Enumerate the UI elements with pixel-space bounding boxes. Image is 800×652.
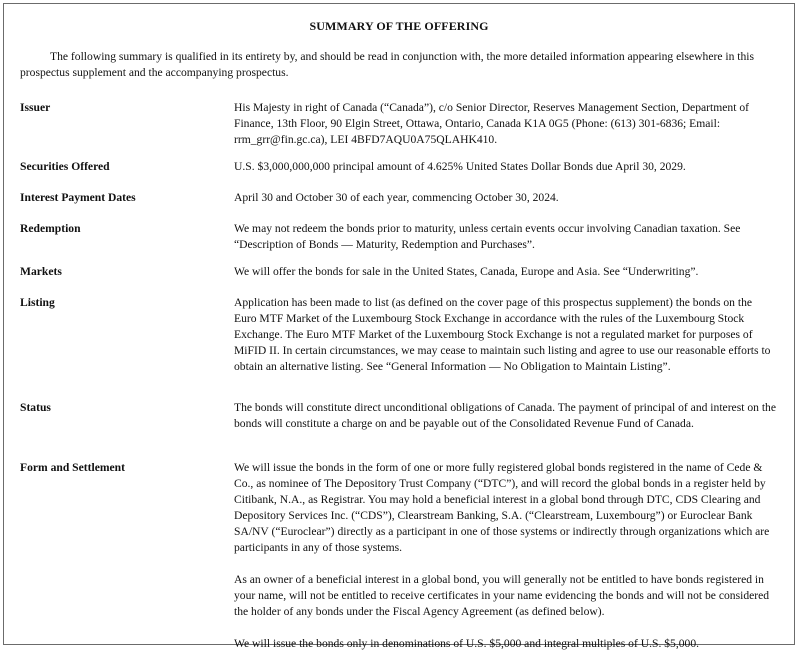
description-paragraph: We will issue the bonds only in denominations of U.S. $5,000 and integral multiples of U.S. $5,000. bbox=[234, 637, 700, 650]
row-description bbox=[234, 100, 776, 148]
row-description bbox=[234, 264, 776, 280]
row-label: Securities Offered bbox=[20, 160, 110, 173]
row-description bbox=[234, 460, 776, 652]
description-paragraph: U.S. $3,000,000,000 principal amount of 4.625% United States Dollar Bonds due April 30, 2029. bbox=[234, 160, 686, 173]
row-label: Issuer bbox=[20, 101, 51, 114]
description-paragraph: Application has been made to list (as defined on the cover page of this prospectus supplement) the bonds on the Euro MTF Market of the Luxembourg Stock Exchange in accordance with the rules of the Luxembourg Stock Exchange. The Euro MTF Market of the Luxembourg Stock Exchange is not a regulated market for purposes of MiFID II. In certain circumstances, we may cease to maintain such listing and agree to use our reasonable efforts to obtain an alternative listing. See “General Information — No Obligation to Maintain Listing”. bbox=[234, 296, 771, 373]
row-label: Listing bbox=[20, 296, 55, 309]
description-paragraph: April 30 and October 30 of each year, commencing October 30, 2024. bbox=[234, 191, 559, 204]
intro-paragraph: The following summary is qualified in its entirety by, and should be read in conjunction with, the more detailed information appearing elsewhere in this prospectus supplement and the accompanying prospectus. bbox=[20, 50, 755, 79]
row-label: Status bbox=[20, 401, 51, 414]
document-page bbox=[3, 3, 795, 650]
description-paragraph: We will offer the bonds for sale in the United States, Canada, Europe and Asia. See “Underwriting”. bbox=[234, 265, 699, 278]
row-label: Markets bbox=[20, 265, 62, 278]
row-description bbox=[234, 159, 776, 175]
description-paragraph: We will issue the bonds in the form of one or more fully registered global bonds registered in the name of Cede & Co., as nominee of The Depository Trust Company (“DTC”), and will record the global bonds in a register held by Citibank, N.A., as Registrar. You may hold a beneficial interest in a global bond through DTC, CDS Clearing and Depository Services Inc. (“CDS”), Clearstream Banking, S.A. (“Clearstream, Luxembourg”) or Euroclear Bank SA/NV (“Euroclear”) directly as a participant in one of those systems or indirectly through organizations which are participants in any of those systems. bbox=[234, 461, 770, 554]
row-label: Interest Payment Dates bbox=[20, 191, 136, 204]
description-paragraph: As an owner of a beneficial interest in a global bond, you will generally not be entitled to have bonds registered in your name, will not be entitled to receive certificates in your name evidencing the bonds and will not be considered the holder of any bonds under the Fiscal Agency Agreement (as defined below). bbox=[234, 573, 770, 618]
row-description bbox=[234, 221, 776, 253]
row-description bbox=[234, 400, 776, 432]
row-description bbox=[234, 295, 776, 375]
row-description bbox=[234, 190, 776, 206]
row-label: Redemption bbox=[20, 222, 81, 235]
description-paragraph: We may not redeem the bonds prior to maturity, unless certain events occur involving Canadian taxation. See “Description of Bonds — Maturity, Redemption and Purchases”. bbox=[234, 222, 741, 251]
description-paragraph: His Majesty in right of Canada (“Canada”), c/o Senior Director, Reserves Management Section, Department of Finance, 13th Floor, 90 Elgin Street, Ottawa, Ontario, Canada K1A 0G5 (Phone: (613) 301-6836; Email: rrm_grr@fin.gc.ca), LEI 4BFD7AQU0A75QLAHK410. bbox=[234, 101, 749, 146]
description-paragraph: The bonds will constitute direct unconditional obligations of Canada. The payment of principal of and interest on the bonds will constitute a charge on and be payable out of the Consolidated Revenue Fund of Canada. bbox=[234, 401, 776, 430]
row-label: Form and Settlement bbox=[20, 461, 125, 474]
section-title: SUMMARY OF THE OFFERING bbox=[309, 19, 489, 33]
